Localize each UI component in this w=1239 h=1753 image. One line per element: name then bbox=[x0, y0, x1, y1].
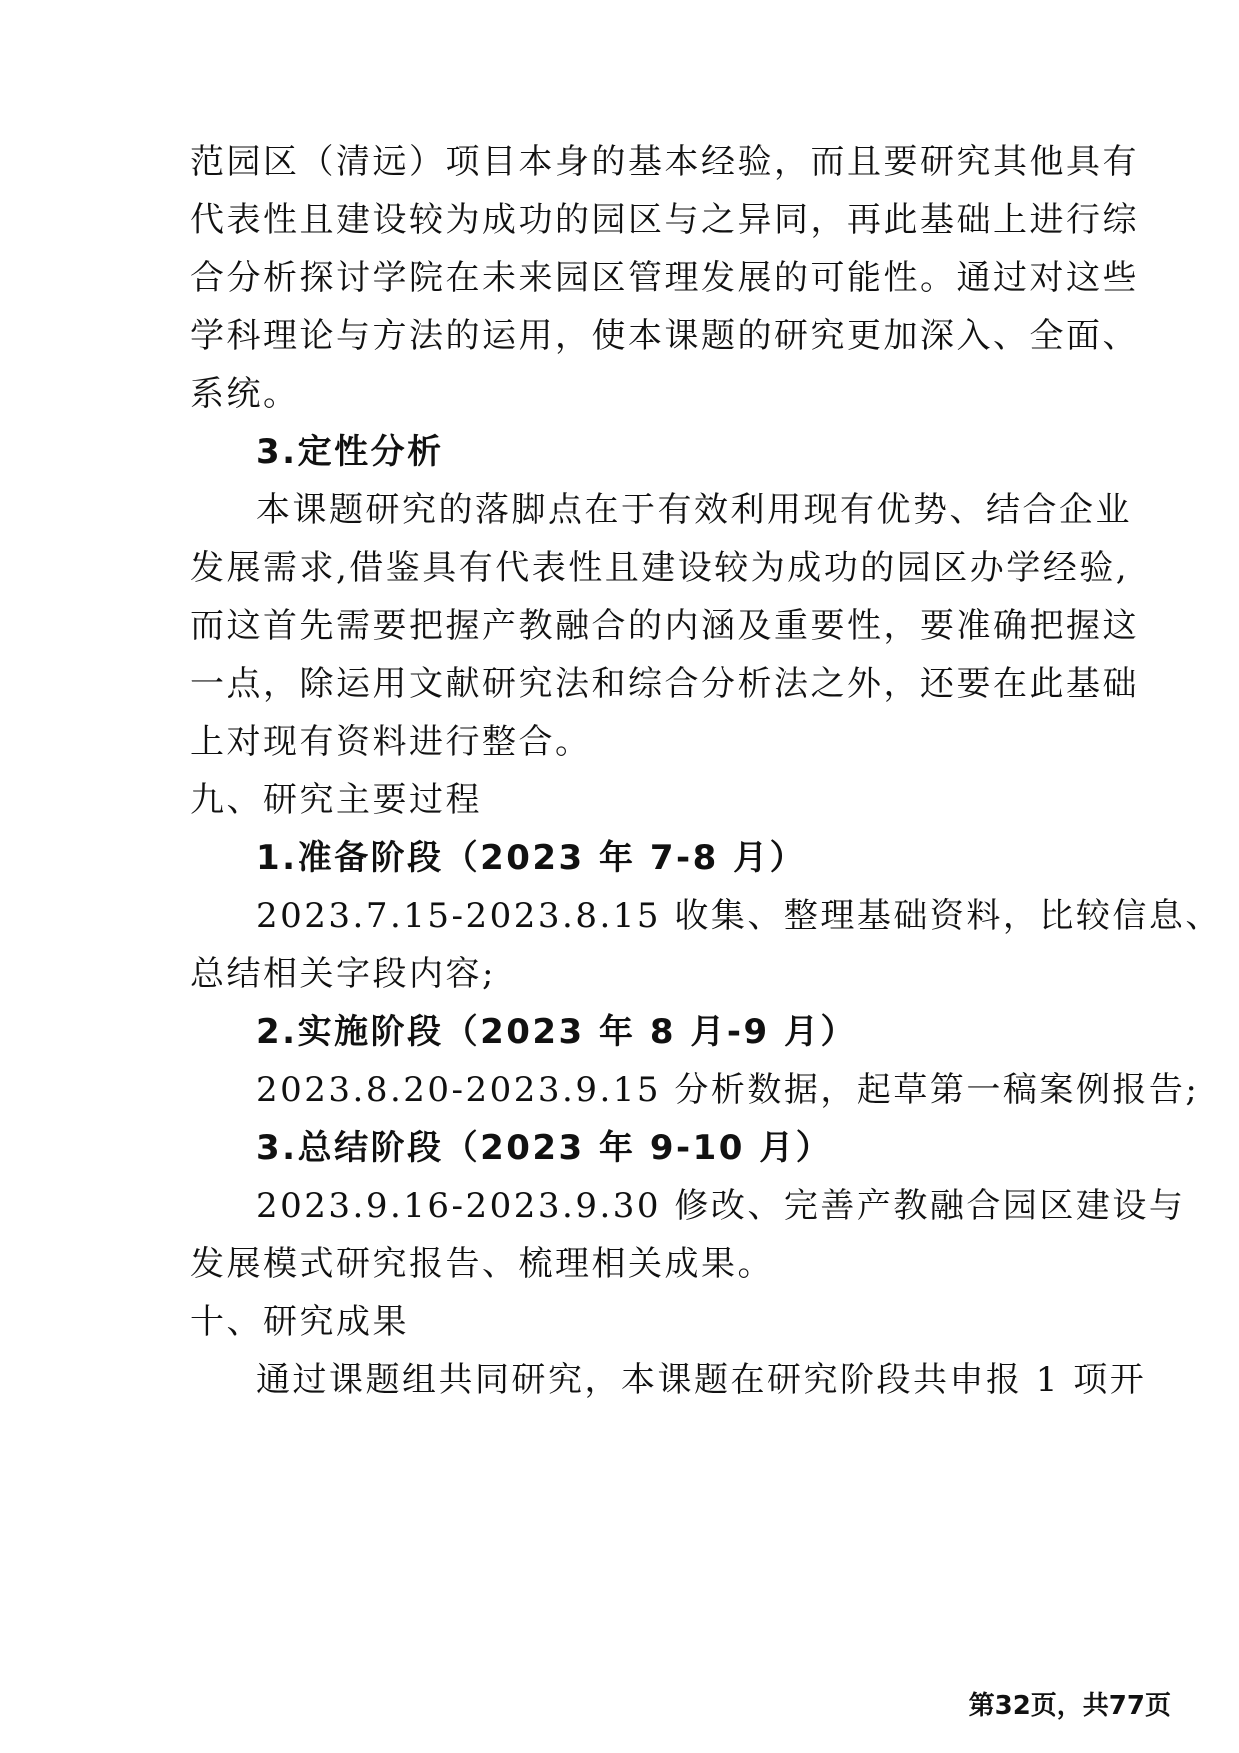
paragraph-line: 2023.9.16-2023.9.30 修改、完善产教融合园区建设与 bbox=[256, 1186, 1186, 1226]
paragraph-line: 发展模式研究报告、梳理相关成果。 bbox=[190, 1244, 774, 1284]
subheading-summary-stage: 3.总结阶段（2023 年 9-10 月） bbox=[256, 1128, 833, 1168]
subheading-implementation-stage: 2.实施阶段（2023 年 8 月-9 月） bbox=[256, 1012, 857, 1052]
paragraph-line: 代表性且建设较为成功的园区与之异同，再此基础上进行综 bbox=[190, 200, 1139, 240]
paragraph-line: 通过课题组共同研究，本课题在研究阶段共申报 1 项开 bbox=[256, 1360, 1147, 1400]
section-heading-research-process: 九、研究主要过程 bbox=[190, 780, 482, 820]
subheading-preparation-stage: 1.准备阶段（2023 年 7-8 月） bbox=[256, 838, 807, 878]
paragraph-line: 合分析探讨学院在未来园区管理发展的可能性。通过对这些 bbox=[190, 258, 1139, 298]
section-heading-research-results: 十、研究成果 bbox=[190, 1302, 409, 1342]
paragraph-line: 2023.7.15-2023.8.15 收集、整理基础资料，比较信息、 bbox=[256, 896, 1222, 936]
paragraph-line: 而这首先需要把握产教融合的内涵及重要性，要准确把握这 bbox=[190, 606, 1139, 646]
subheading-qualitative-analysis: 3.定性分析 bbox=[256, 432, 444, 472]
paragraph-line: 上对现有资料进行整合。 bbox=[190, 722, 592, 762]
paragraph-line: 本课题研究的落脚点在于有效利用现有优势、结合企业 bbox=[256, 490, 1132, 530]
paragraph-line: 总结相关字段内容; bbox=[190, 954, 496, 994]
paragraph-line: 发展需求,借鉴具有代表性且建设较为成功的园区办学经验, bbox=[190, 548, 1130, 588]
page-number: 第32页，共77页 bbox=[968, 1691, 1171, 1721]
paragraph-line: 2023.8.20-2023.9.15 分析数据，起草第一稿案例报告; bbox=[256, 1070, 1200, 1110]
paragraph-line: 范园区（清远）项目本身的基本经验，而且要研究其他具有 bbox=[190, 142, 1139, 182]
paragraph-line: 学科理论与方法的运用，使本课题的研究更加深入、全面、 bbox=[190, 316, 1139, 356]
paragraph-line: 系统。 bbox=[190, 374, 300, 414]
paragraph-line: 一点，除运用文献研究法和综合分析法之外，还要在此基础 bbox=[190, 664, 1139, 704]
